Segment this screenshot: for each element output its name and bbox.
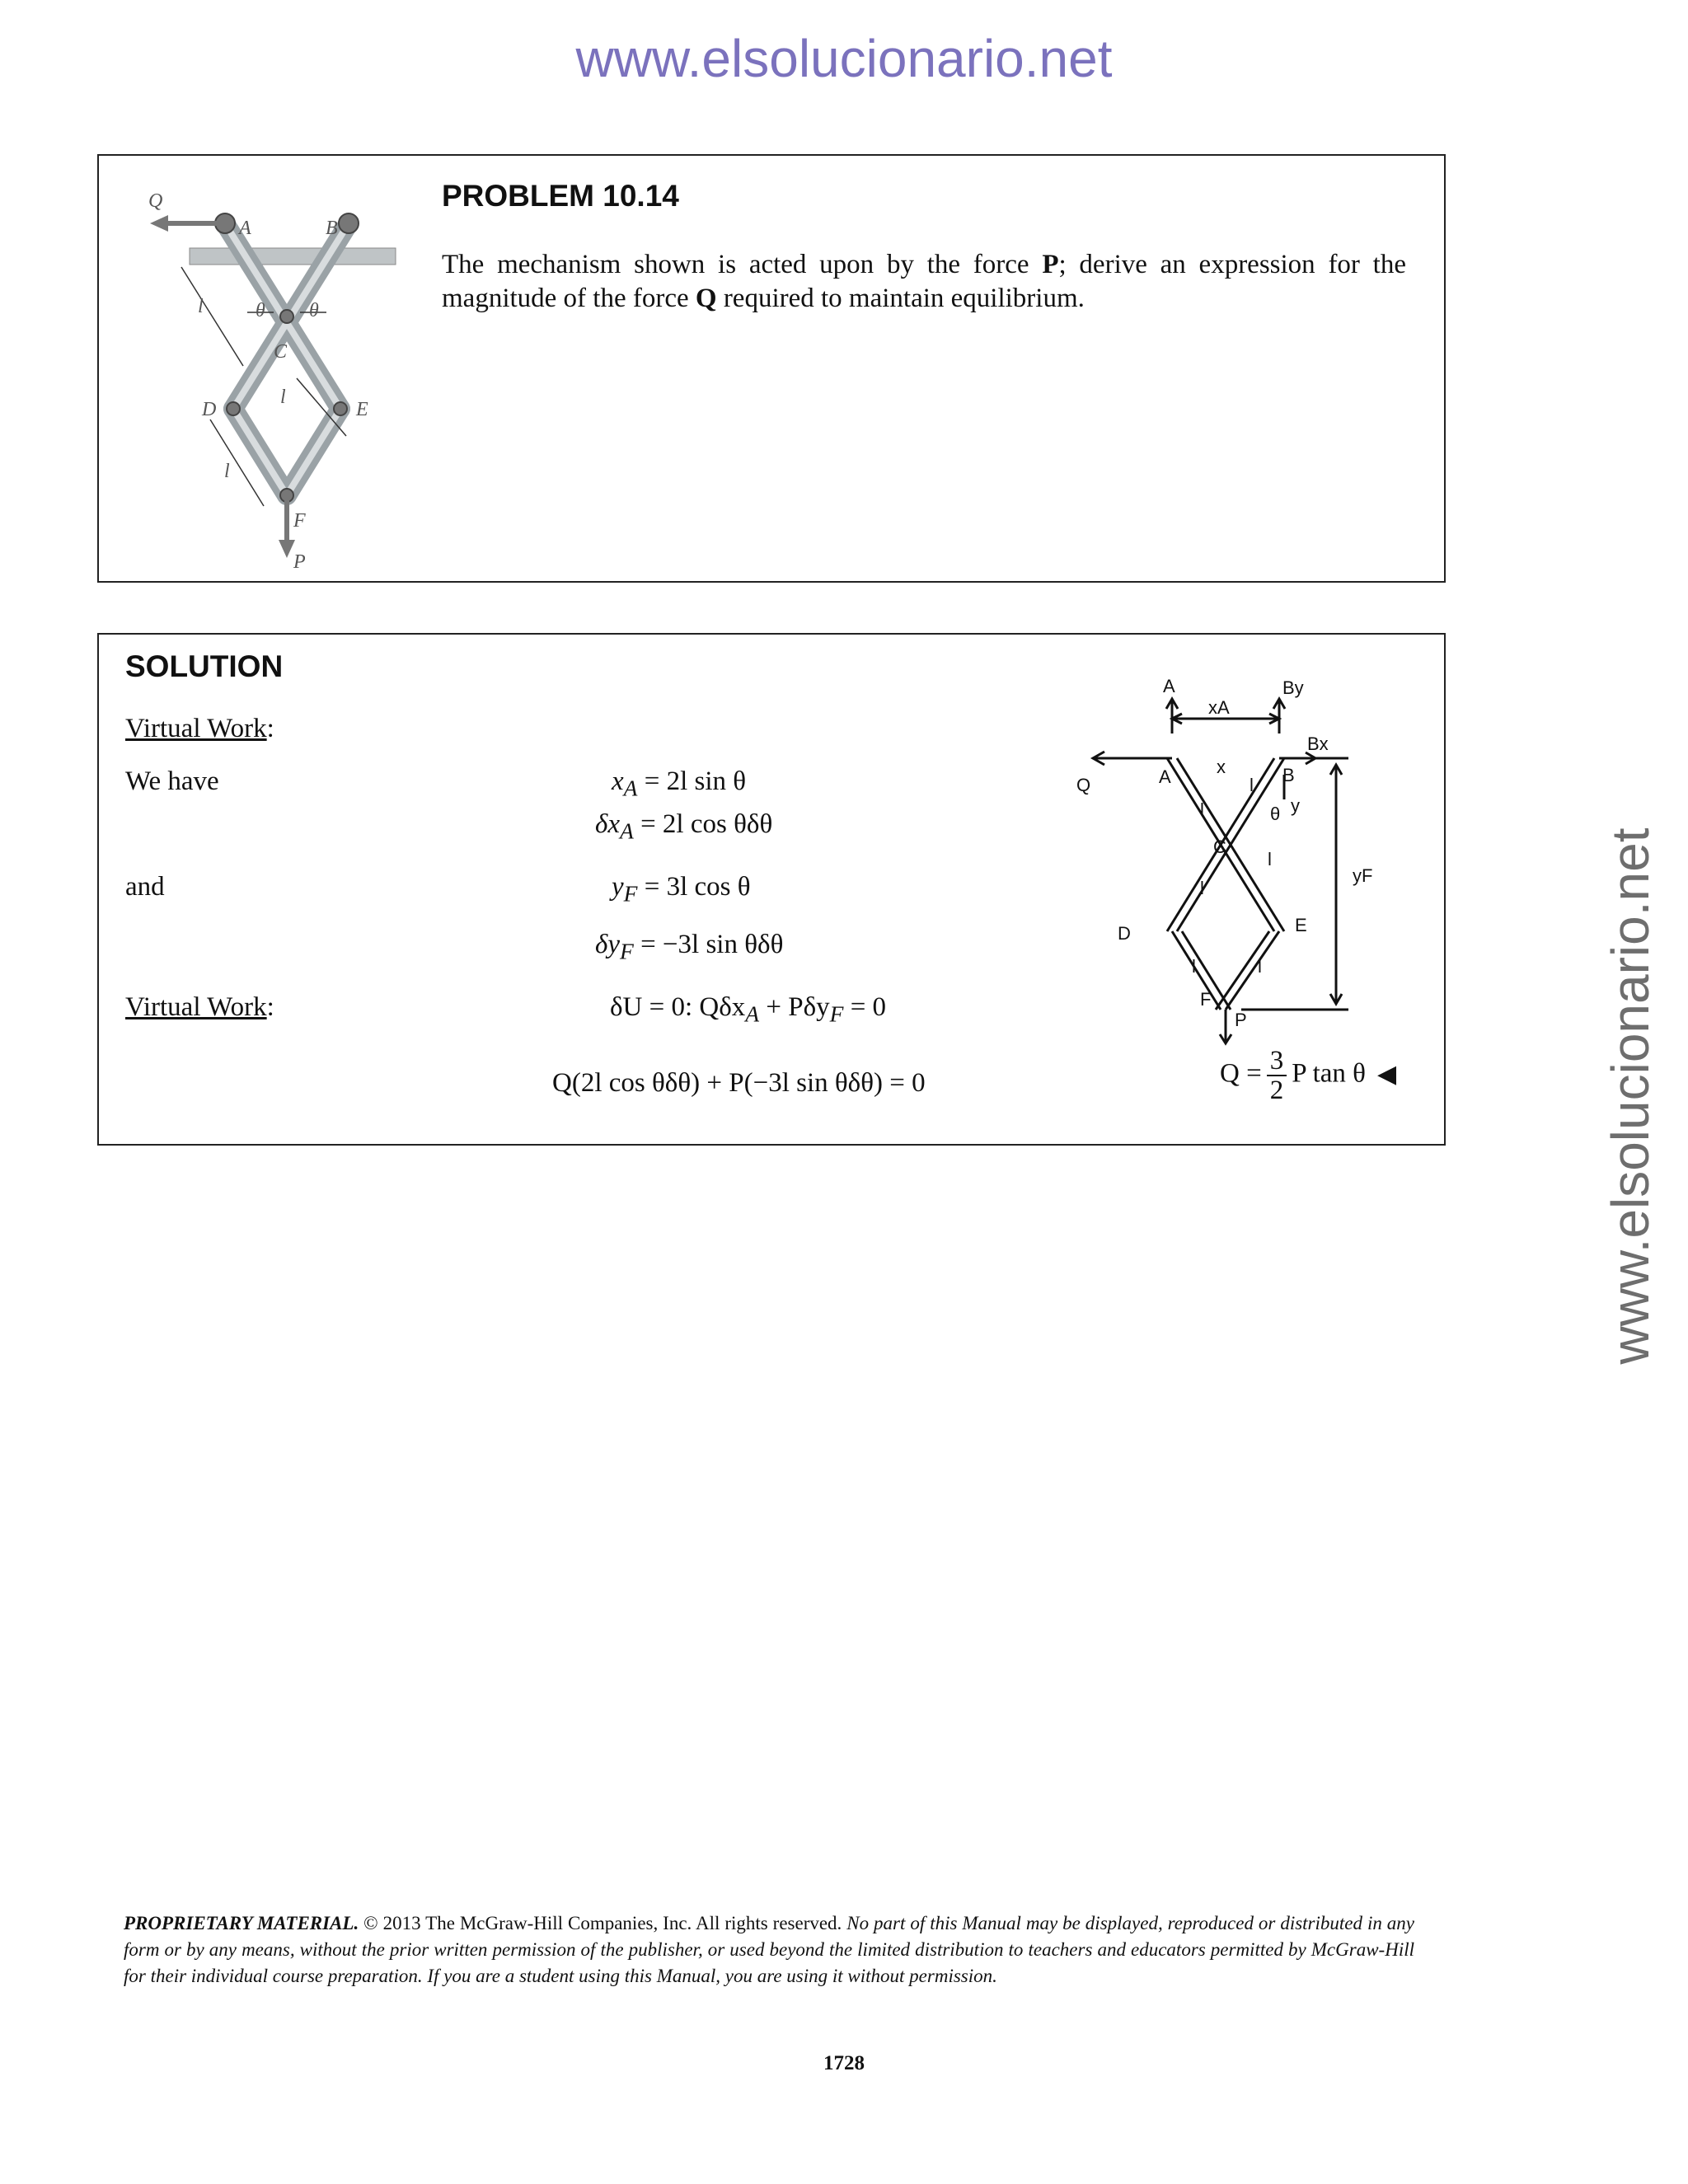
svg-text:Q: Q bbox=[1076, 775, 1091, 795]
svg-text:D: D bbox=[1118, 923, 1131, 944]
equation-yf: $y_F = 3l$ cos θ bbox=[612, 872, 751, 907]
solution-sketch bbox=[1076, 668, 1472, 1047]
svg-text:y: y bbox=[1291, 795, 1300, 816]
svg-text:A: A bbox=[239, 218, 251, 239]
equation-virtual-work: δU = 0: Qδx$_A$ + Pδy$_F$ = 0 bbox=[610, 992, 887, 1027]
svg-text:θ: θ bbox=[256, 300, 265, 321]
problem-statement: The mechanism shown is acted upon by the force P; derive an expression for the magnitude of the force Q required to maintain equilibrium. bbox=[442, 250, 1406, 313]
svg-text:l: l bbox=[1200, 799, 1204, 820]
svg-text:l: l bbox=[280, 387, 286, 408]
svg-text:θ: θ bbox=[309, 300, 319, 321]
svg-text:C: C bbox=[1213, 837, 1226, 857]
solution-box bbox=[97, 633, 1446, 1146]
equation-expanded: Q(2l cos θδθ) + P(−3l sin θδθ) = 0 bbox=[552, 1068, 926, 1098]
svg-text:xA: xA bbox=[1208, 697, 1230, 718]
svg-text:l: l bbox=[1258, 956, 1262, 977]
mechanism-figure bbox=[132, 172, 429, 568]
svg-text:P: P bbox=[293, 551, 306, 568]
virtual-work-heading-1: Virtual Work: bbox=[125, 714, 274, 743]
problem-title: PROBLEM 10.14 bbox=[442, 179, 679, 213]
svg-text:B: B bbox=[1282, 765, 1295, 785]
equation-xa: $x_A = 2l$ sin θ bbox=[612, 766, 747, 801]
svg-text:Q: Q bbox=[148, 190, 163, 212]
svg-text:l: l bbox=[1192, 956, 1196, 977]
answer-marker: ◀ bbox=[1376, 1060, 1397, 1088]
watermark-top[interactable]: www.elsolucionario.net bbox=[575, 29, 1113, 88]
svg-text:P: P bbox=[1235, 1010, 1247, 1030]
svg-text:x: x bbox=[1217, 757, 1226, 777]
footer-copyright: PROPRIETARY MATERIAL. © 2013 The McGraw-Hill Companies, Inc. All rights reserved. No part of this Manual may be displayed, reproduced or distributed in any form or by any means, without the prior written permission of the publisher, or used beyond the limited distribution to teachers and educators permitted by McGraw-Hill for their individual course preparation. If you are a student using this Manual, you are using it without permission. bbox=[124, 1913, 1414, 1986]
equation-dyf: $\delta y_F = -3l$ sin θδθ bbox=[595, 930, 784, 964]
svg-text:l: l bbox=[1250, 775, 1254, 795]
svg-text:A: A bbox=[1163, 676, 1175, 696]
svg-text:θ: θ bbox=[1270, 804, 1281, 824]
final-answer: Q = $\frac{3}{2}$ P tan θ ◀ bbox=[1220, 1046, 1397, 1105]
equation-dxa: $\delta x_A = 2l$ cos θδθ bbox=[595, 809, 773, 844]
svg-text:C: C bbox=[274, 341, 288, 363]
svg-text:l: l bbox=[1200, 878, 1204, 898]
svg-text:E: E bbox=[1295, 915, 1307, 935]
page-number: 1728 bbox=[823, 2052, 865, 2074]
svg-text:yF: yF bbox=[1353, 865, 1373, 886]
svg-text:B: B bbox=[326, 218, 338, 239]
virtual-work-heading-2: Virtual Work: bbox=[125, 992, 274, 1022]
we-have-label: We have bbox=[125, 766, 219, 796]
svg-text:l: l bbox=[1268, 849, 1272, 869]
svg-text:D: D bbox=[202, 399, 217, 420]
svg-text:Bx: Bx bbox=[1307, 733, 1329, 754]
problem-box bbox=[97, 154, 1446, 583]
svg-text:F: F bbox=[293, 510, 306, 532]
svg-text:l: l bbox=[224, 461, 230, 482]
svg-text:E: E bbox=[356, 399, 368, 420]
solution-title: SOLUTION bbox=[125, 649, 284, 683]
svg-text:A: A bbox=[1159, 766, 1171, 787]
support-beam bbox=[190, 248, 396, 265]
svg-text:By: By bbox=[1282, 677, 1304, 698]
watermark-side: www.elsolucionario.net bbox=[1601, 827, 1660, 1365]
and-label: and bbox=[125, 872, 165, 902]
svg-text:l: l bbox=[198, 296, 204, 317]
svg-text:F: F bbox=[1200, 989, 1212, 1010]
